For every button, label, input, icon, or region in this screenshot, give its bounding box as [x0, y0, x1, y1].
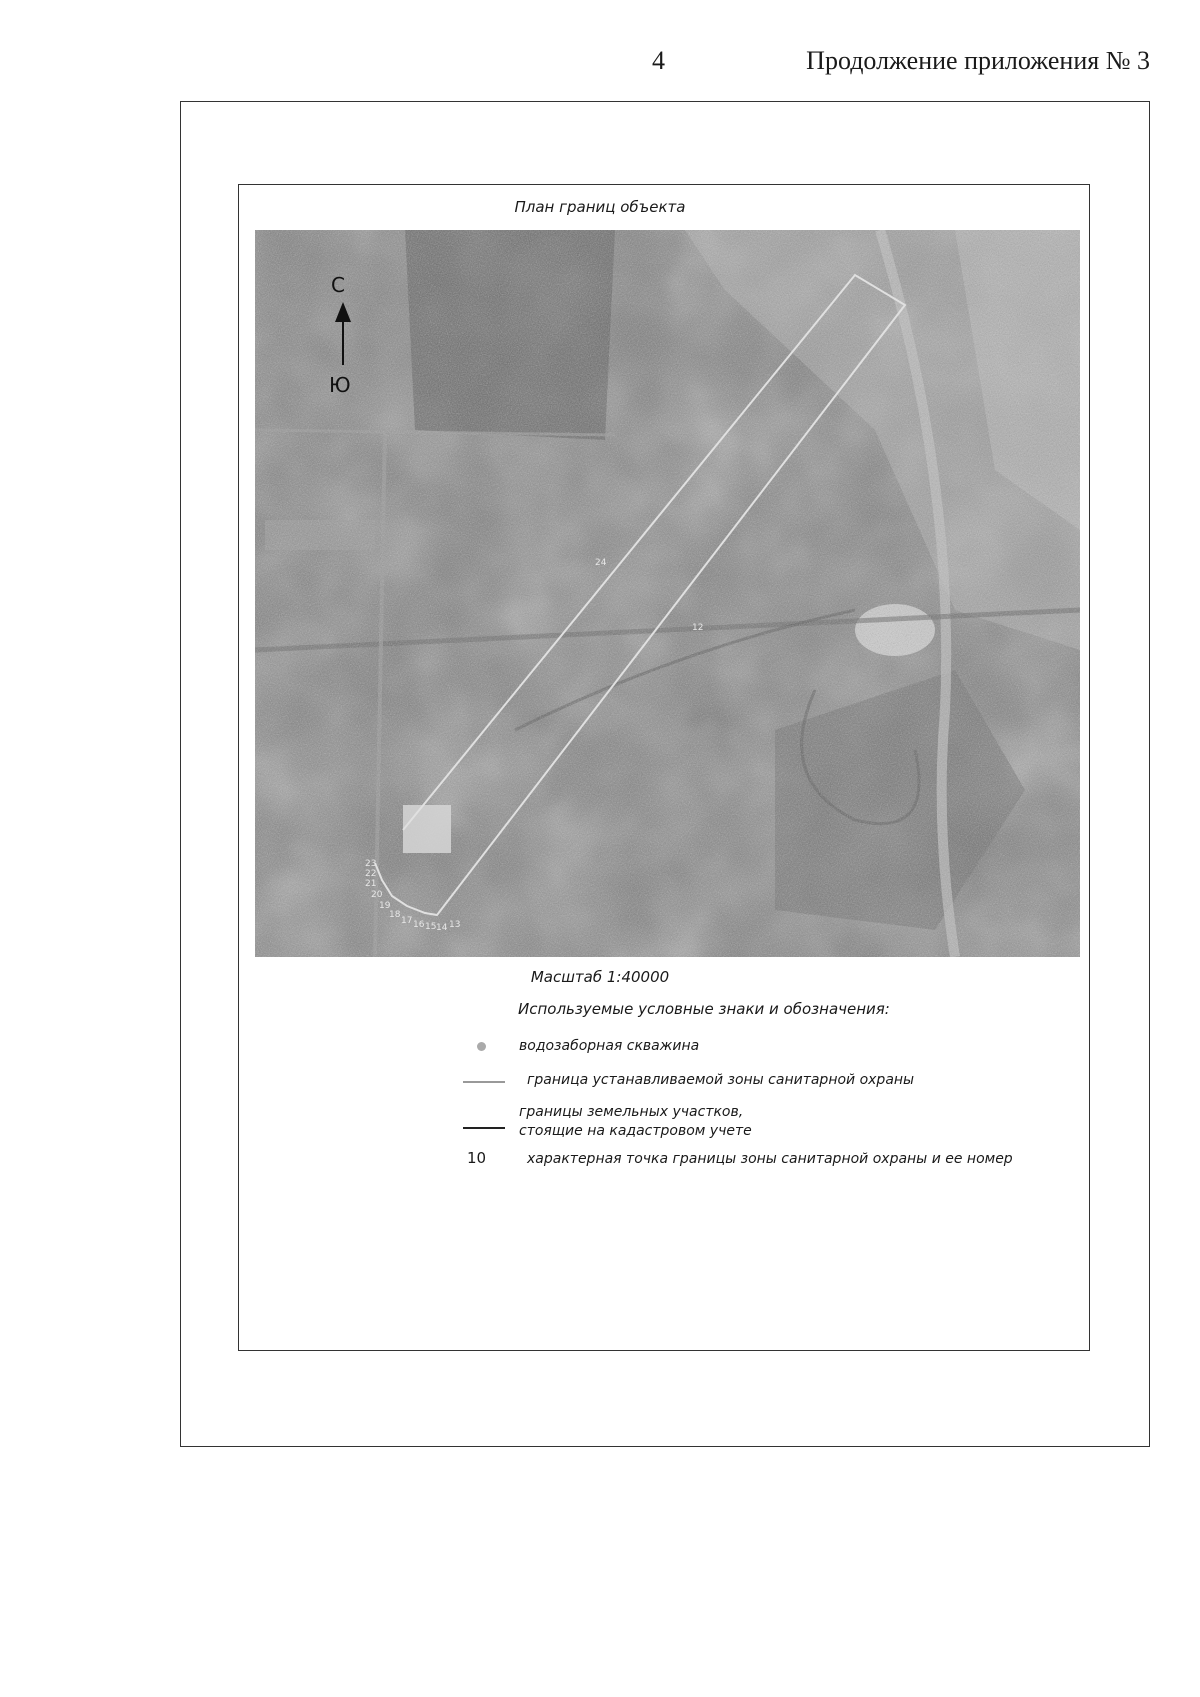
dot-icon [477, 1042, 486, 1051]
dark-line-icon [463, 1127, 505, 1129]
legend-title: Используемые условные знаки и обозначения: [518, 1000, 890, 1018]
legend-item-label: характерная точка границы зоны санитарной охраны и ее номер [527, 1151, 1013, 1167]
point-label: 21 [365, 879, 377, 889]
point-label: 22 [365, 869, 377, 879]
point-label: 15 [425, 922, 437, 932]
point-label: 13 [449, 920, 461, 930]
north-label: С [331, 273, 345, 297]
point-label: 24 [595, 558, 607, 568]
legend-item-label-continued: стоящие на кадастровом учете [519, 1123, 752, 1139]
legend-item-label: граница устанавливаемой зоны санитарной охраны [527, 1072, 915, 1088]
point-label: 12 [692, 623, 704, 633]
point-number-symbol: 10 [467, 1149, 487, 1167]
appendix-title: Продолжение приложения № 3 [806, 46, 1150, 75]
plan-title: План границ объекта [514, 198, 686, 216]
point-label: 14 [436, 923, 448, 933]
page-number: 4 [652, 46, 665, 75]
point-label: 16 [413, 920, 425, 930]
point-label: 17 [401, 916, 413, 926]
point-label: 19 [379, 901, 391, 911]
legend-item-label: границы земельных участков, [519, 1104, 744, 1120]
point-label: 23 [365, 859, 377, 869]
point-label: 18 [389, 910, 401, 920]
aerial-map [255, 230, 1080, 957]
south-label: Ю [329, 373, 351, 397]
legend-item-label: водозаборная скважина [519, 1038, 700, 1054]
map-scale: Масштаб 1:40000 [530, 968, 670, 986]
light-line-icon [463, 1081, 505, 1083]
point-label: 20 [371, 890, 383, 900]
